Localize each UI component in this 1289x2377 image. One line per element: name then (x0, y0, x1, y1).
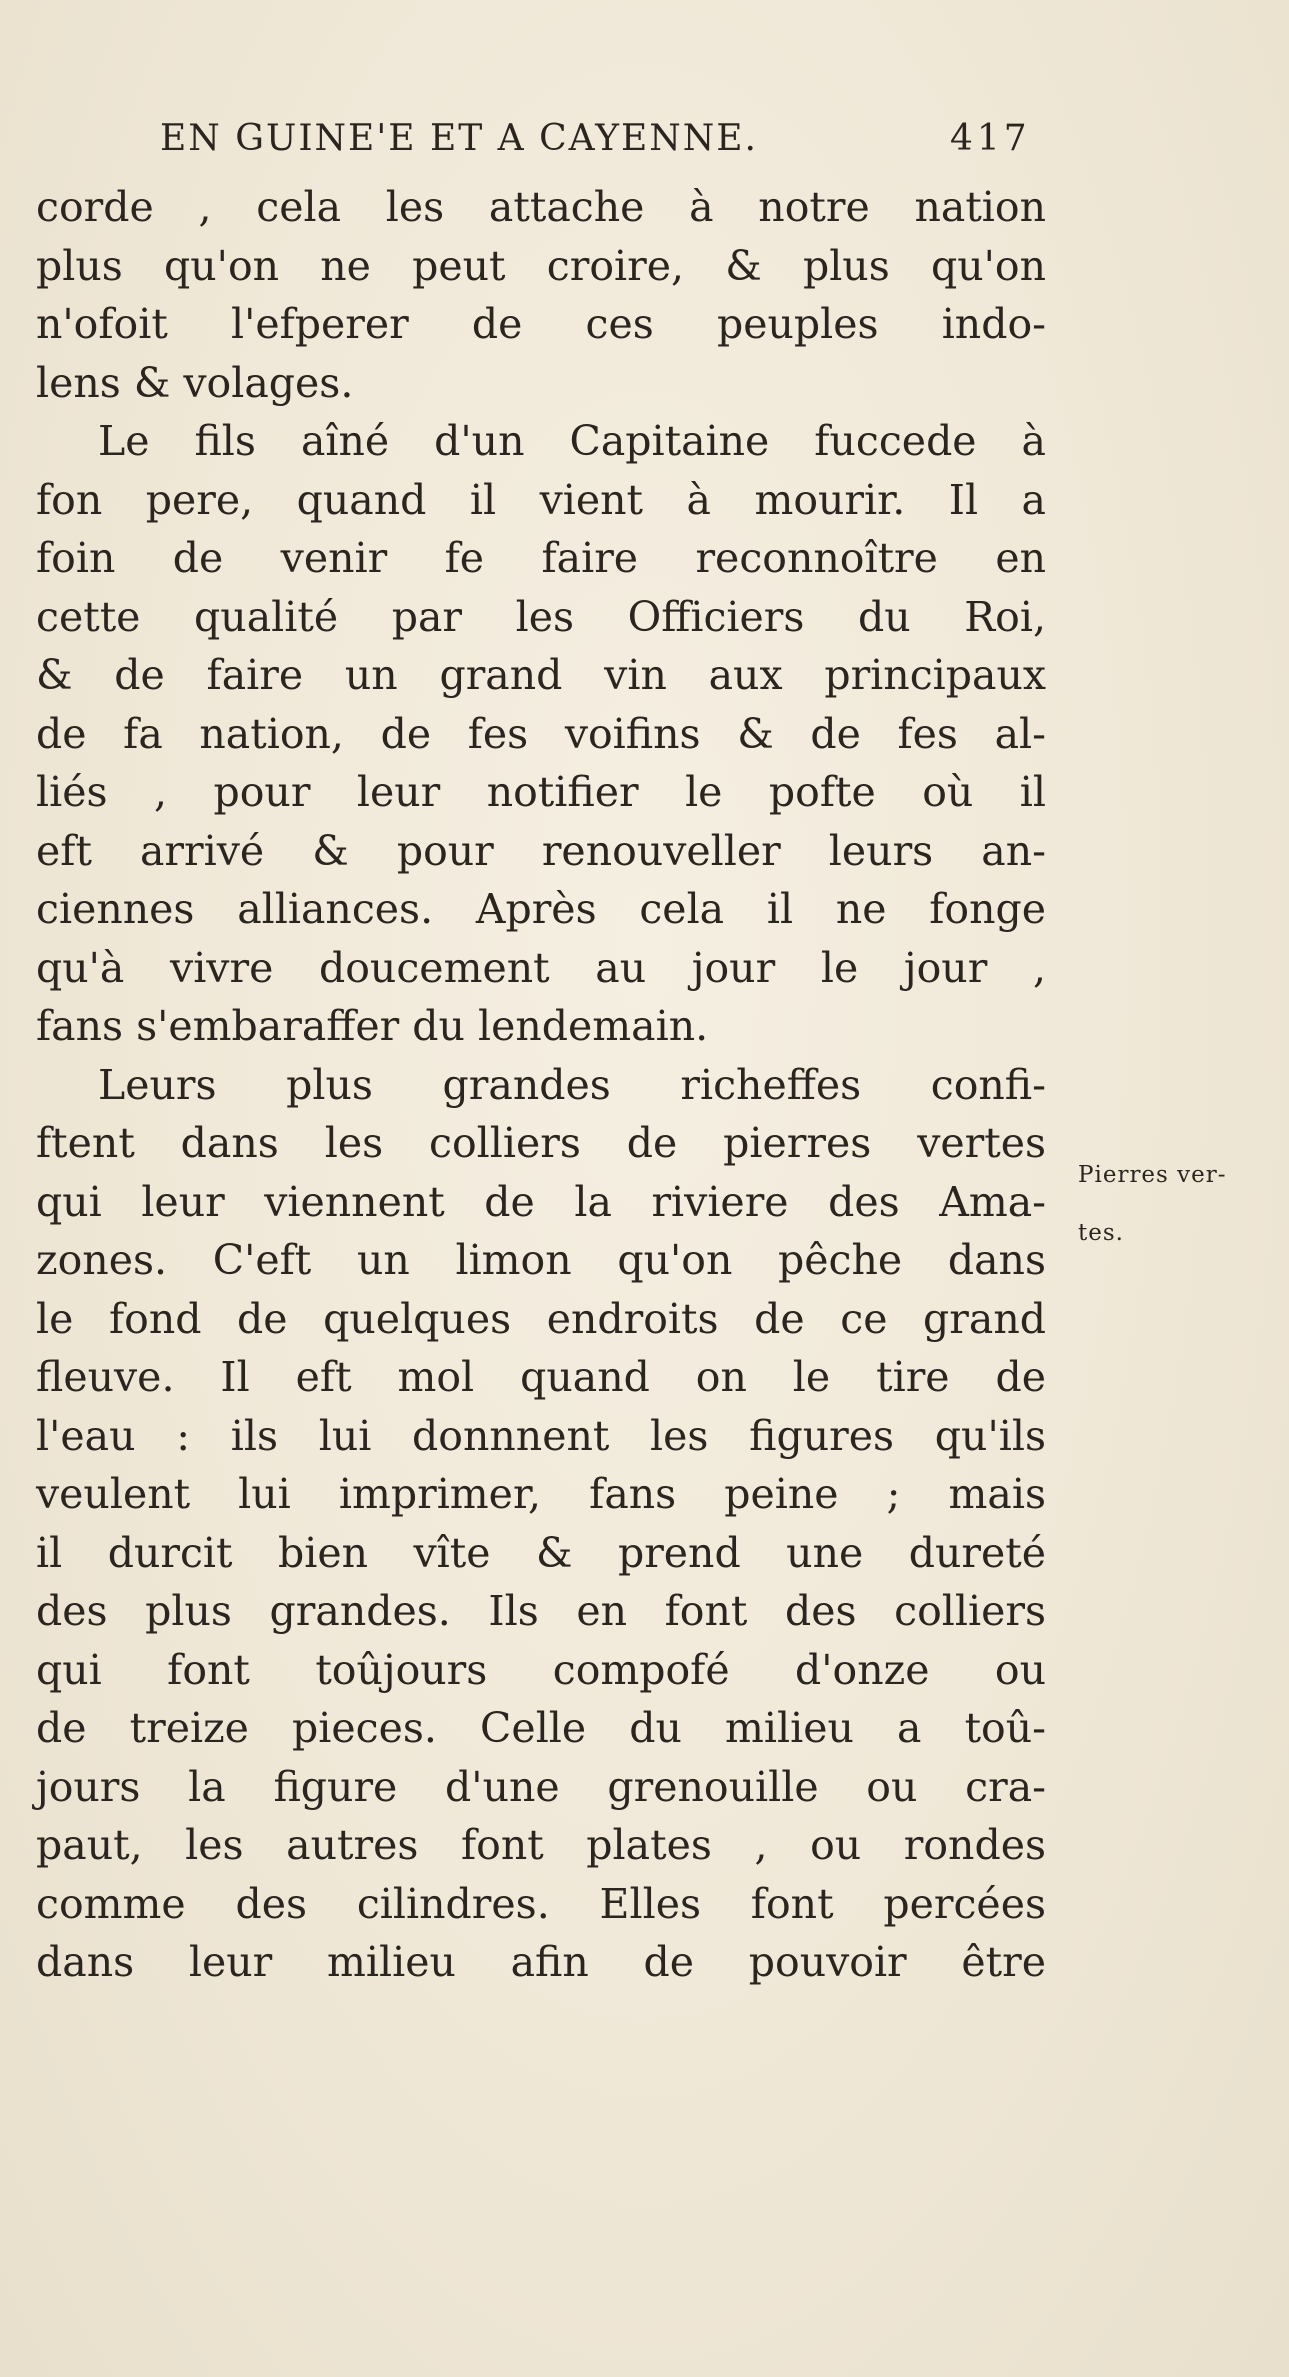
text-line: l'eau : ils lui donnnent les figures qu'ils (36, 1411, 1046, 1460)
page-number: 417 (950, 118, 1031, 159)
text-line: le fond de quelques endroits de ce grand (36, 1294, 1046, 1343)
margin-note-line: Pierres ver- (1078, 1162, 1227, 1188)
text-line: fleuve. Il eft mol quand on le tire de (36, 1353, 1046, 1401)
text-line: cette qualité par les Officiers du Roi, (36, 592, 1046, 641)
text-line: des plus grandes. Ils en font des colliers (36, 1587, 1046, 1635)
text-line: n'ofoit l'efperer de ces peuples indo- (36, 300, 1046, 348)
text-line: corde , cela les attache à notre nation (36, 183, 1046, 231)
page-header (160, 118, 1060, 159)
text-line: ciennes alliances. Après cela il ne fonge (36, 885, 1046, 933)
text-line: de fa nation, de fes voifins & de fes al- (36, 709, 1046, 758)
running-title: EN GUINE'E ET A CAYENNE. (160, 118, 758, 159)
text-line: lens & volages. (36, 358, 354, 407)
text-line: zones. C'eft un limon qu'on pêche dans (36, 1236, 1046, 1284)
margin-note-line: tes. (1078, 1220, 1124, 1246)
text-line: Leurs plus grandes richeffes confi- (98, 1060, 1046, 1109)
body-text (36, 178, 1046, 1992)
text-line: fon pere, quand il vient à mourir. Il a (36, 475, 1046, 524)
text-line: comme des cilindres. Elles font percées (36, 1879, 1046, 1928)
text-line: liés , pour leur notifier le pofte où il (36, 768, 1046, 816)
text-line: plus qu'on ne peut croire, & plus qu'on (36, 241, 1046, 290)
text-line: jours la figure d'une grenouille ou cra- (36, 1762, 1046, 1811)
text-line: qu'à vivre doucement au jour le jour , (36, 943, 1046, 992)
text-line: de treize pieces. Celle du milieu a toû- (36, 1704, 1046, 1752)
text-line: foin de venir fe faire reconnoître en (36, 534, 1046, 582)
margin-note (1078, 1146, 1278, 1262)
text-line: fans s'embaraffer du lendemain. (36, 1002, 709, 1050)
text-line: dans leur milieu afin de pouvoir être (36, 1938, 1046, 1986)
text-line: Le fils aîné d'un Capitaine fuccede à (98, 417, 1046, 465)
text-line: ftent dans les colliers de pierres vertes (36, 1119, 1046, 1167)
text-line: qui leur viennent de la riviere des Ama- (36, 1177, 1046, 1226)
text-line: eft arrivé & pour renouveller leurs an- (36, 826, 1046, 875)
text-line: qui font toûjours compofé d'onze ou (36, 1645, 1046, 1694)
text-line: & de faire un grand vin aux principaux (36, 651, 1046, 699)
text-line: veulent lui imprimer, fans peine ; mais (36, 1470, 1046, 1518)
text-line: il durcit bien vîte & prend une dureté (36, 1528, 1046, 1577)
text-line: paut, les autres font plates , ou rondes (36, 1821, 1046, 1869)
